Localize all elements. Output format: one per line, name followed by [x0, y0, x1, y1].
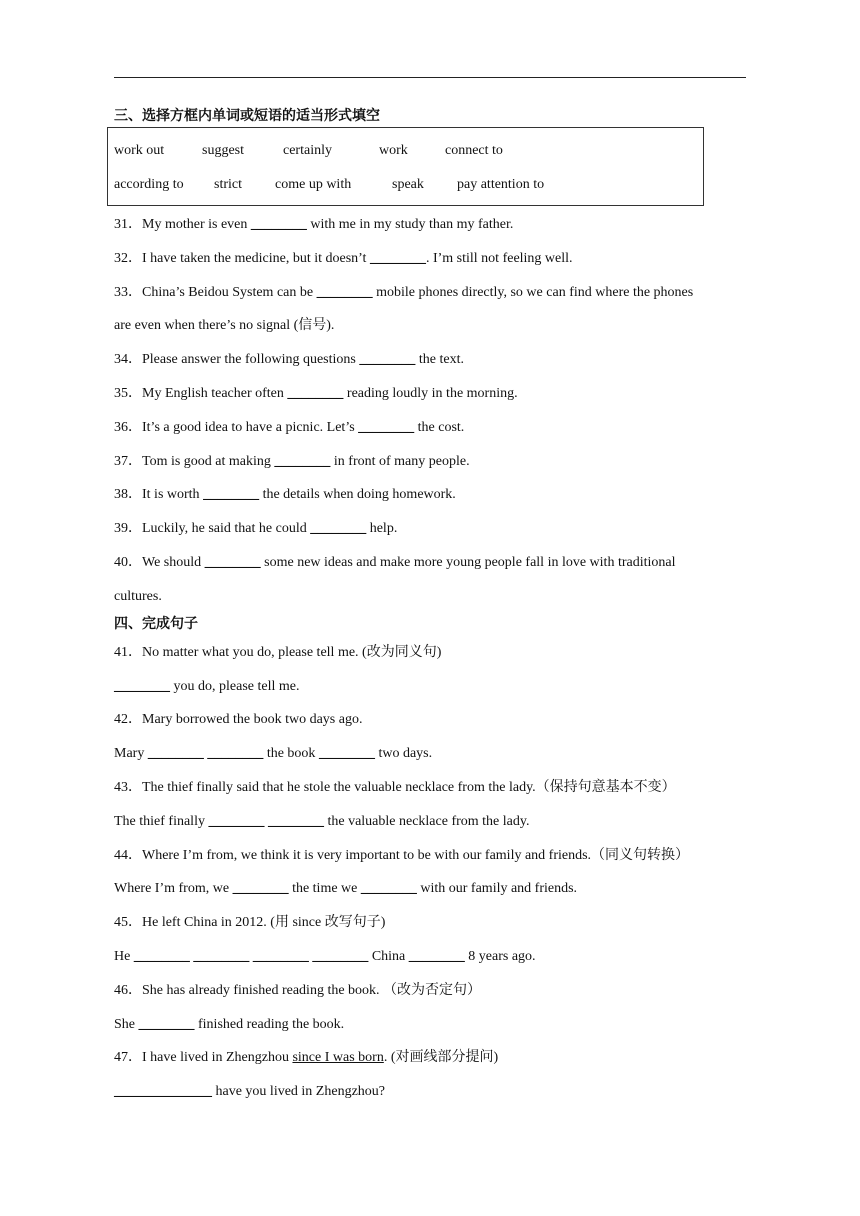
answer-blank[interactable]: ________: [312, 949, 369, 964]
question-44: 44．Where I’m from, we think it is very important to be with our family and friends.（同义句转换）: [114, 848, 690, 863]
question-38: 38．It is worth ________ the details when doing homework.: [114, 487, 456, 502]
question-40: 40．We should ________ some new ideas and make more young people fall in love with traditional: [114, 555, 676, 570]
answer-blank[interactable]: ________: [203, 487, 260, 502]
question-46: 46．She has already finished reading the book. （改为否定句）: [114, 983, 482, 998]
answer-blank[interactable]: ________: [360, 881, 417, 896]
word-bank-item: come up with: [275, 177, 352, 192]
word-bank-item: suggest: [202, 143, 244, 158]
word-bank-box: [107, 127, 704, 206]
answer-blank[interactable]: ________: [193, 949, 250, 964]
word-bank-item: according to: [114, 177, 184, 192]
answer-blank[interactable]: ________: [316, 285, 373, 300]
question-36: 36．It’s a good idea to have a picnic. Let’s ________ the cost.: [114, 420, 465, 435]
question-33: 33．China’s Beidou System can be ________ mobile phones directly, so we can find where the phones: [114, 285, 694, 300]
word-bank-item: work: [379, 143, 408, 158]
answer-blank[interactable]: ________: [287, 386, 344, 401]
question-41: 41．No matter what you do, please tell me. (改为同义句): [114, 645, 442, 660]
answer-46: She ________ finished reading the book.: [114, 1017, 345, 1032]
section-4-heading: 四、完成句子: [114, 616, 198, 632]
question-40-continued: cultures.: [114, 589, 162, 604]
answer-43: The thief finally ________ ________ the valuable necklace from the lady.: [114, 814, 530, 829]
question-47: 47．I have lived in Zhengzhou since I was born. (对画线部分提问): [114, 1050, 499, 1065]
answer-blank[interactable]: ______________: [114, 1084, 212, 1099]
word-bank-item: certainly: [283, 143, 332, 158]
answer-blank[interactable]: ________: [208, 814, 265, 829]
answer-blank[interactable]: ________: [250, 217, 307, 232]
answer-blank[interactable]: ________: [133, 949, 190, 964]
answer-blank[interactable]: ________: [252, 949, 309, 964]
answer-41: ________ you do, please tell me.: [114, 679, 300, 694]
underlined-phrase: since I was born: [292, 1050, 384, 1065]
question-37: 37．Tom is good at making ________ in front of many people.: [114, 454, 470, 469]
answer-44: Where I’m from, we ________ the time we ________ with our family and friends.: [114, 881, 578, 896]
answer-blank[interactable]: ________: [147, 746, 204, 761]
question-32: 32．I have taken the medicine, but it doesn’t ________. I’m still not feeling well.: [114, 251, 573, 266]
answer-blank[interactable]: ________: [358, 420, 415, 435]
answer-42: Mary ________ ________ the book ________ two days.: [114, 746, 433, 761]
answer-blank[interactable]: ________: [138, 1017, 195, 1032]
question-42: 42．Mary borrowed the book two days ago.: [114, 712, 363, 727]
word-bank-item: pay attention to: [457, 177, 545, 192]
answer-blank[interactable]: ________: [408, 949, 465, 964]
word-bank-item: connect to: [445, 143, 503, 158]
question-35: 35．My English teacher often ________ reading loudly in the morning.: [114, 386, 518, 401]
answer-blank[interactable]: ________: [369, 251, 426, 266]
question-34: 34．Please answer the following questions ________ the text.: [114, 352, 464, 367]
answer-47: ______________ have you lived in Zhengzhou?: [114, 1084, 386, 1099]
answer-blank[interactable]: ________: [207, 746, 264, 761]
answer-blank[interactable]: ________: [310, 521, 367, 536]
question-31: 31．My mother is even ________ with me in my study than my father.: [114, 217, 514, 232]
question-33-continued: are even when there’s no signal (信号).: [114, 318, 335, 333]
word-bank-item: strict: [214, 177, 242, 192]
answer-blank[interactable]: ________: [232, 881, 289, 896]
answer-blank[interactable]: ________: [114, 679, 170, 694]
answer-blank[interactable]: ________: [318, 746, 375, 761]
answer-blank[interactable]: ________: [267, 814, 324, 829]
word-bank-item: work out: [114, 143, 165, 158]
section-3-heading: 三、选择方框内单词或短语的适当形式填空: [114, 108, 380, 124]
answer-45: He ________ ________ ________ ________ China ________ 8 years ago.: [114, 949, 536, 964]
header-divider: [114, 77, 746, 78]
question-43: 43．The thief finally said that he stole the valuable necklace from the lady.（保持句意基本不变）: [114, 780, 676, 795]
word-bank-item: speak: [392, 177, 424, 192]
question-45: 45．He left China in 2012. (用 since 改写句子): [114, 915, 386, 930]
answer-blank[interactable]: ________: [274, 454, 331, 469]
question-39: 39．Luckily, he said that he could ________ help.: [114, 521, 398, 536]
answer-blank[interactable]: ________: [204, 555, 261, 570]
answer-blank[interactable]: ________: [359, 352, 416, 367]
